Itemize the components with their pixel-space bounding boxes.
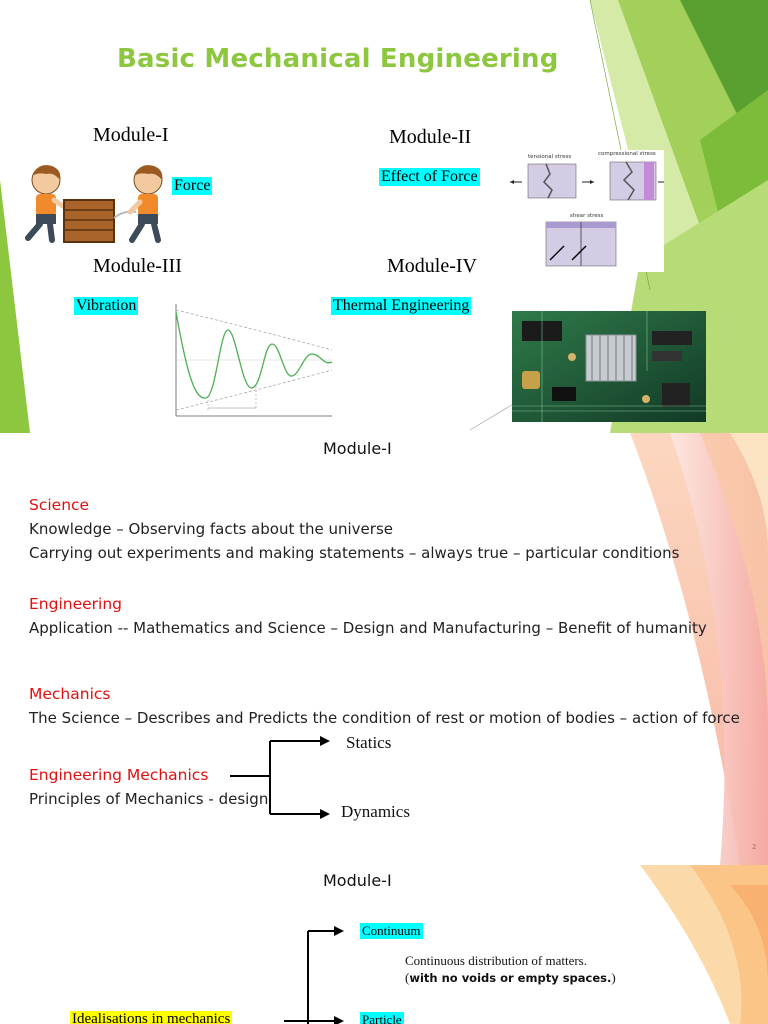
engineering-mechanics-title: Engineering Mechanics: [29, 766, 209, 784]
science-line-1: Knowledge – Observing facts about the universe: [29, 520, 393, 538]
engineering-mechanics-line-1: Principles of Mechanics - design: [29, 790, 269, 808]
effect-of-force-label: Effect of Force: [381, 168, 478, 185]
stress-diagram: [506, 150, 664, 272]
shear-stress-caption: shear stress: [570, 213, 604, 219]
engineering-title: Engineering: [29, 595, 122, 613]
thermal-engineering-label: Thermal Engineering: [333, 297, 470, 314]
continuum-description-1: Continuous distribution of matters.: [405, 953, 587, 968]
statics-dynamics-branch-arrows: [226, 733, 336, 823]
module-4-heading: Module-IV: [387, 255, 477, 277]
tensional-stress-caption: tensional stress: [528, 154, 572, 160]
science-title: Science: [29, 496, 90, 514]
slide-1: [0, 0, 768, 433]
presentation-title: Basic Mechanical Engineering: [117, 44, 559, 74]
idealisation-branch-arrows: [284, 919, 364, 1024]
slide-2: [0, 433, 768, 865]
particle-label: Particle: [360, 1012, 404, 1024]
module-1-heading: Module-I: [93, 124, 169, 146]
compressional-stress-caption: compressional stress: [598, 151, 656, 157]
statics-label: Statics: [346, 733, 392, 752]
vibration-label: Vibration: [76, 297, 137, 314]
idealisations-label: Idealisations in mechanics: [70, 1011, 232, 1024]
circuit-board-heatsink-image: [512, 311, 706, 422]
continuum-description-2: (with no voids or empty spaces.): [405, 970, 616, 985]
slide-3: [0, 865, 768, 1024]
force-label: Force: [174, 177, 211, 194]
damped-vibration-graph: [168, 300, 334, 424]
module-2-heading: Module-II: [389, 126, 472, 148]
dynamics-label: Dynamics: [341, 802, 410, 821]
slide3-heading: Module-I: [323, 871, 392, 890]
mechanics-title: Mechanics: [29, 685, 111, 703]
slide2-heading: Module-I: [323, 439, 392, 458]
mechanics-line-1: The Science – Describes and Predicts the condition of rest or motion of bodies – action of force: [29, 709, 740, 727]
module-3-heading: Module-III: [93, 255, 182, 277]
kids-pushing-crate-illustration: [8, 160, 170, 248]
science-line-2: Carrying out experiments and making statements – always true – particular conditions: [29, 544, 680, 562]
slide2-page-number: 2: [752, 843, 757, 851]
engineering-line-1: Application -- Mathematics and Science – Design and Manufacturing – Benefit of humanity: [29, 619, 707, 637]
continuum-label: Continuum: [362, 923, 421, 938]
